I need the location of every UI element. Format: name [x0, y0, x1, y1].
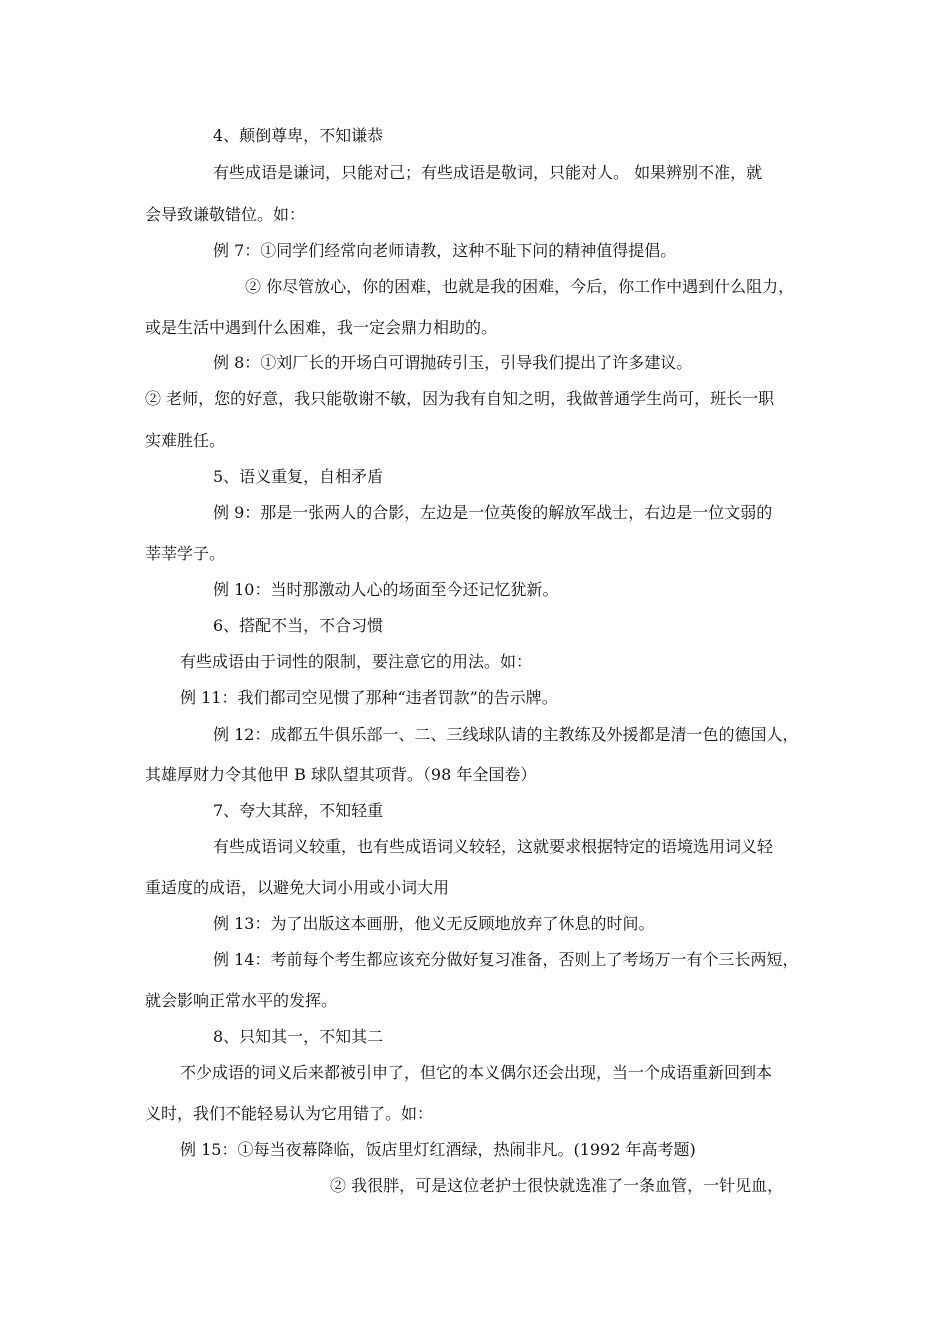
- example-8-line-2: ② 老师，您的好意，我只能敬谢不敏，因为我有自知之明，我做普通学生尚可，班长一职: [145, 389, 775, 408]
- section-heading-6: 6、搭配不当，不合习惯: [213, 616, 384, 635]
- paragraph-line: 有些成语词义较重，也有些成语词义较轻，这就要求根据特定的语境选用词义轻: [213, 837, 774, 856]
- example-15-line-2: ② 我很胖，可是这位老护士很快就选准了一条血管，一针见血，: [330, 1176, 784, 1195]
- paragraph-line: 重适度的成语，以避免大词小用或小词大用: [145, 878, 450, 897]
- section-heading-4: 4、颠倒尊卑，不知谦恭: [213, 126, 384, 145]
- paragraph-line: 有些成语是谦词，只能对己；有些成语是敬词，只能对人。 如果辨别不准，就: [213, 163, 763, 182]
- example-13: 例 13：为了出版这本画册，他义无反顾地放弃了休息的时间。: [213, 914, 655, 933]
- paragraph-line: 不少成语的词义后来都被引申了，但它的本义偶尔还会出现，当一个成语重新回到本: [180, 1063, 773, 1082]
- example-7-line-2: ② 你尽管放心，你的困难，也就是我的困难，今后，你工作中遇到什么阻力，: [245, 277, 795, 296]
- example-12-line-2: 其雄厚财力令其他甲 B 球队望其项背。（98 年全国卷）: [145, 765, 537, 784]
- example-12-line-1: 例 12：成都五牛俱乐部一、二、三线球队请的主教练及外援都是清一色的德国人，: [213, 725, 799, 744]
- paragraph-line: 义时，我们不能轻易认为它用错了。如：: [145, 1104, 434, 1123]
- example-8-line-3: 实难胜任。: [145, 431, 226, 450]
- example-11: 例 11：我们都司空见惯了那种“违者罚款”的告示牌。: [180, 688, 558, 707]
- example-14-line-1: 例 14：考前每个考生都应该充分做好复习准备，否则上了考场万一有个三长两短，: [213, 950, 799, 969]
- section-heading-7: 7、夸大其辞，不知轻重: [213, 801, 384, 820]
- section-heading-8: 8、只知其一，不知其二: [213, 1027, 384, 1046]
- example-9-line-1: 例 9：那是一张两人的合影，左边是一位英俊的解放军战士，右边是一位文弱的: [213, 503, 773, 522]
- example-9-line-2: 莘莘学子。: [145, 544, 226, 563]
- example-15-line-1: 例 15：①每当夜幕降临，饭店里灯红酒绿，热闹非凡。(1992 年高考题): [180, 1140, 696, 1159]
- example-10: 例 10：当时那激动人心的场面至今还记忆犹新。: [213, 580, 559, 599]
- example-8-line-1: 例 8：①刘厂长的开场白可谓抛砖引玉，引导我们提出了许多建议。: [213, 353, 693, 372]
- example-7-line-1: 例 7：①同学们经常向老师请教，这种不耻下问的精神值得提倡。: [213, 241, 677, 260]
- paragraph-line: 会导致谦敬错位。如：: [145, 205, 306, 224]
- section-heading-5: 5、语义重复，自相矛盾: [213, 467, 384, 486]
- example-14-line-2: 就会影响正常水平的发挥。: [145, 991, 338, 1010]
- example-7-line-3: 或是生活中遇到什么困难，我一定会鼎力相助的。: [145, 318, 498, 337]
- paragraph-line: 有些成语由于词性的限制，要注意它的用法。如：: [180, 652, 533, 671]
